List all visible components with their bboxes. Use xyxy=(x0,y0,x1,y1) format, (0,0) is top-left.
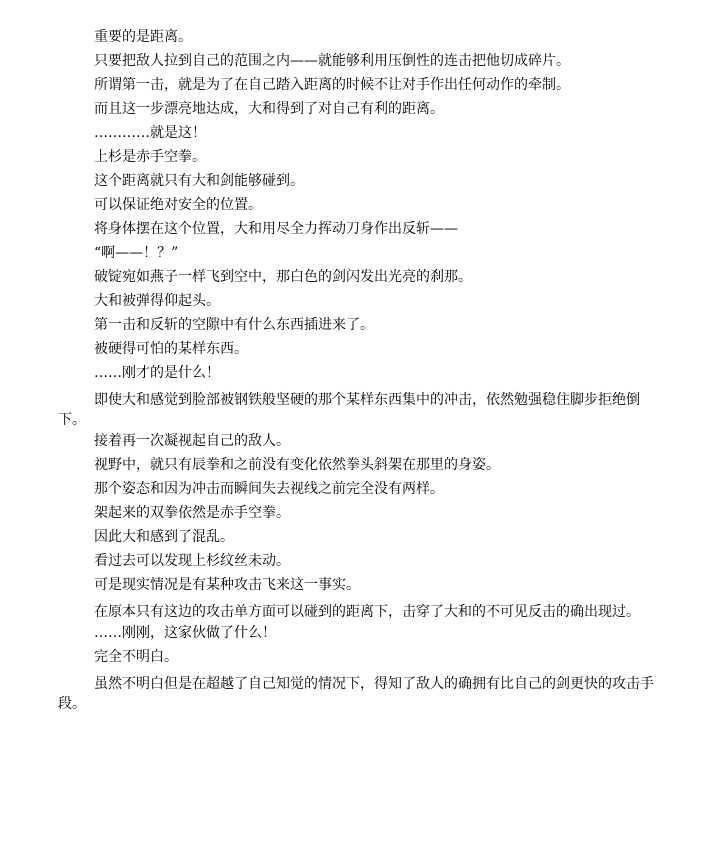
paragraph-17: 接着再一次凝视起自己的敌人。 xyxy=(94,433,290,449)
paragraph-14: 被硬得可怕的某样东西。 xyxy=(94,341,248,357)
paragraph-27: 虽然不明白但是在超越了自己知觉的情况下，得知了敌人的确拥有比自己的剑更快的攻击手段。 xyxy=(58,676,654,712)
paragraph-11: 破锭宛如燕子一样飞到空中，那白色的剑闪发出光亮的刹那。 xyxy=(94,269,472,285)
paragraph-6: 上杉是赤手空拳。 xyxy=(94,149,206,165)
paragraph-26: 完全不明白。 xyxy=(94,649,178,665)
paragraph-8: 可以保证绝对安全的位置。 xyxy=(94,197,262,213)
paragraph-12: 大和被弹得仰起头。 xyxy=(94,293,220,309)
paragraph-25: ……刚刚，这家伙做了什么！ xyxy=(94,625,276,641)
paragraph-18: 视野中，就只有辰拳和之前没有变化依然拳头斜架在那里的身姿。 xyxy=(94,457,500,473)
paragraph-10: “啊——！？” xyxy=(94,245,179,261)
paragraph-2: 只要把敌人拉到自己的范围之内——就能够利用压倒性的连击把他切成碎片。 xyxy=(94,53,570,69)
paragraph-21: 因此大和感到了混乱。 xyxy=(94,529,234,545)
paragraph-19: 那个姿态和因为冲击而瞬间失去视线之前完全没有两样。 xyxy=(94,481,444,497)
paragraph-4: 而且这一步漂亮地达成，大和得到了对自己有利的距离。 xyxy=(94,101,444,117)
paragraph-13: 第一击和反斩的空隙中有什么东西插进来了。 xyxy=(94,317,374,333)
paragraph-3: 所谓第一击，就是为了在自己踏入距离的时候不让对手作出任何动作的牵制。 xyxy=(94,77,570,93)
paragraph-24: 在原本只有这边的攻击单方面可以碰到的距离下，击穿了大和的不可见反击的确出现过。 xyxy=(94,604,640,620)
document-page xyxy=(58,30,664,718)
paragraph-16: 即使大和感觉到脸部被钢铁般坚硬的那个某样东西集中的冲击，依然勉强稳住脚步拒绝倒下。 xyxy=(58,392,640,428)
paragraph-5: …………就是这！ xyxy=(94,125,206,141)
paragraph-1: 重要的是距离。 xyxy=(94,29,192,45)
paragraph-9: 将身体摆在这个位置，大和用尽全力挥动刀身作出反斩—— xyxy=(94,221,458,237)
paragraph-7: 这个距离就只有大和剑能够碰到。 xyxy=(94,173,304,189)
paragraph-20: 架起来的双拳依然是赤手空拳。 xyxy=(94,505,290,521)
paragraph-23: 可是现实情况是有某种攻击飞来这一事实。 xyxy=(94,577,360,593)
paragraph-22: 看过去可以发现上杉纹丝未动。 xyxy=(94,553,290,569)
paragraph-15: ……刚才的是什么！ xyxy=(94,365,220,381)
